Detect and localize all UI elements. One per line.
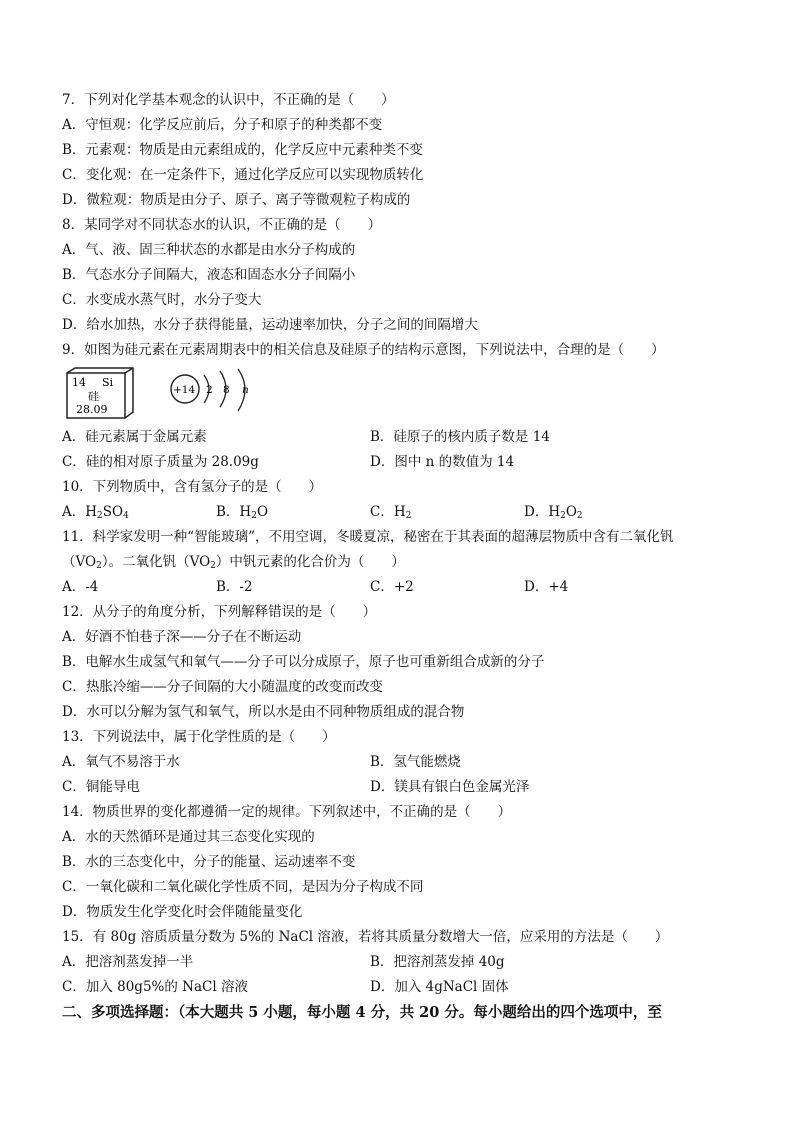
q14-option-b: B．水的三态变化中，分子的能量、运动速率不变 — [62, 854, 356, 870]
q9-options-row-1 — [62, 425, 742, 450]
q10-option-c: C．$H_2$ — [370, 504, 412, 521]
q9-option-a: A．硅元素属于金属元素 — [62, 429, 207, 445]
q15-option-c: C．加入 80g5%的 NaCl 溶液 — [62, 979, 248, 995]
q11-option-c: C．+2 — [370, 579, 414, 595]
q8-stem: 8．某同学对不同状态水的认识，不正确的是（ ） — [62, 217, 382, 233]
periodic-table-cell — [66, 367, 134, 419]
q11-stem-line-2: $(VO_2)$。二氧化钒$(VO_2)$中钒元素的化合价为（ ） — [62, 554, 405, 571]
q15-option-b: B．把溶剂蒸发掉 40g — [370, 954, 505, 970]
q8-option-a: A．气、液、固三种状态的水都是由水分子构成的 — [62, 242, 356, 258]
atomic-mass: 28.09 — [76, 403, 108, 416]
atomic-number: 14 — [72, 376, 86, 389]
q7-option-a: A．守恒观：化学反应前后，分子和原子的种类都不变 — [62, 117, 383, 133]
q13-option-d: D．镁具有银白色金属光泽 — [370, 779, 530, 795]
q12-option-b: B．电解水生成氢气和氧气——分子可以分成原子，原子也可重新组合成新的分子 — [62, 654, 545, 670]
q15-option-a: A．把溶剂蒸发掉一半 — [62, 954, 194, 970]
q11-option-b: B．-2 — [216, 579, 253, 595]
q10-stem: 10．下列物质中，含有氢分子的是（ ） — [62, 479, 323, 495]
q15-options-row-2 — [62, 975, 742, 1000]
shell-2-electrons: 8 — [223, 384, 230, 396]
q13-options-row-2 — [62, 775, 742, 800]
exam-page — [62, 88, 742, 1025]
q8-option-d: D．给水加热，水分子获得能量，运动速率加快，分子之间的间隔增大 — [62, 317, 478, 333]
q10-options-row — [62, 500, 742, 525]
q11-stem-line-1: 11．科学家发明一种“智能玻璃”，不用空调，冬暖夏凉，秘密在于其表面的超薄层物质中含有二氧化钒 — [62, 529, 674, 545]
q12-stem: 12．从分子的角度分析，下列解释错误的是（ ） — [62, 604, 377, 620]
element-symbol: Si — [102, 376, 114, 389]
q8-option-c: C．水变成水蒸气时，水分子变大 — [62, 292, 262, 308]
q15-options-row-1 — [62, 950, 742, 975]
q10-option-a: A．$H_2SO_4$ — [62, 504, 129, 521]
q15-stem: 15．有 80g 溶质质量分数为 5%的 NaCl 溶液，若将其质量分数增大一倍，应采用的方法是（ ） — [62, 929, 669, 945]
element-name: 硅 — [88, 390, 99, 403]
q13-stem: 13．下列说法中，属于化学性质的是（ ） — [62, 729, 336, 745]
q9-option-d: D．图中 n 的数值为 14 — [370, 454, 515, 470]
q9-stem: 9．如图为硅元素在元素周期表中的相关信息及硅原子的结构示意图，下列说法中，合理的是（ ） — [62, 342, 665, 358]
q13-options-row-1 — [62, 750, 742, 775]
atom-structure-diagram — [168, 365, 278, 421]
q9-option-c: C．硅的相对原子质量为 28.09g — [62, 454, 259, 470]
q8-option-b: B．气态水分子间隔大，液态和固态水分子间隔小 — [62, 267, 356, 283]
q15-option-d: D．加入 4gNaCl 固体 — [370, 979, 509, 995]
q11-option-d: D．+4 — [524, 579, 569, 595]
q9-options-row-2 — [62, 450, 742, 475]
q7-option-c: C．变化观：在一定条件下，通过化学反应可以实现物质转化 — [62, 167, 424, 183]
q12-option-d: D．水可以分解为氢气和氧气，所以水是由不同种物质组成的混合物 — [62, 704, 465, 720]
q12-option-a: A．好酒不怕巷子深——分子在不断运动 — [62, 629, 302, 645]
nucleus-charge: +14 — [173, 384, 196, 396]
q14-option-a: A．水的天然循环是通过其三态变化实现的 — [62, 829, 315, 845]
q13-option-a: A．氧气不易溶于水 — [62, 754, 180, 770]
q7-stem: 7．下列对化学基本观念的认识中，不正确的是（ ） — [62, 92, 395, 108]
q13-option-c: C．铜能导电 — [62, 779, 140, 795]
q12-option-c: C．热胀冷缩——分子间隔的大小随温度的改变而改变 — [62, 679, 383, 695]
shell-1-electrons: 2 — [206, 384, 213, 396]
q7-option-b: B．元素观：物质是由元素组成的，化学反应中元素种类不变 — [62, 142, 423, 158]
q10-option-b: B．$H_2O$ — [216, 504, 269, 521]
q14-option-c: C．一氧化碳和二氧化碳化学性质不同，是因为分子构成不同 — [62, 879, 424, 895]
q11-options-row — [62, 575, 742, 600]
shell-3-electrons: n — [242, 384, 249, 396]
q10-option-d: D．$H_2O_2$ — [524, 504, 583, 521]
q11-option-a: A．-4 — [62, 579, 99, 595]
q13-option-b: B．氢气能燃烧 — [370, 754, 461, 770]
q9-option-b: B．硅原子的核内质子数是 14 — [370, 429, 550, 445]
silicon-figure — [62, 363, 742, 425]
q7-option-d: D．微粒观：物质是由分子、原子、离子等微观粒子构成的 — [62, 192, 411, 208]
section-2-heading: 二、多项选择题：（本大题共 5 小题，每小题 4 分，共 20 分。每小题给出的四个选项中，至 — [62, 1004, 662, 1021]
q14-option-d: D．物质发生化学变化时会伴随能量变化 — [62, 904, 303, 920]
q14-stem: 14．物质世界的变化都遵循一定的规律。下列叙述中，不正确的是（ ） — [62, 804, 512, 820]
